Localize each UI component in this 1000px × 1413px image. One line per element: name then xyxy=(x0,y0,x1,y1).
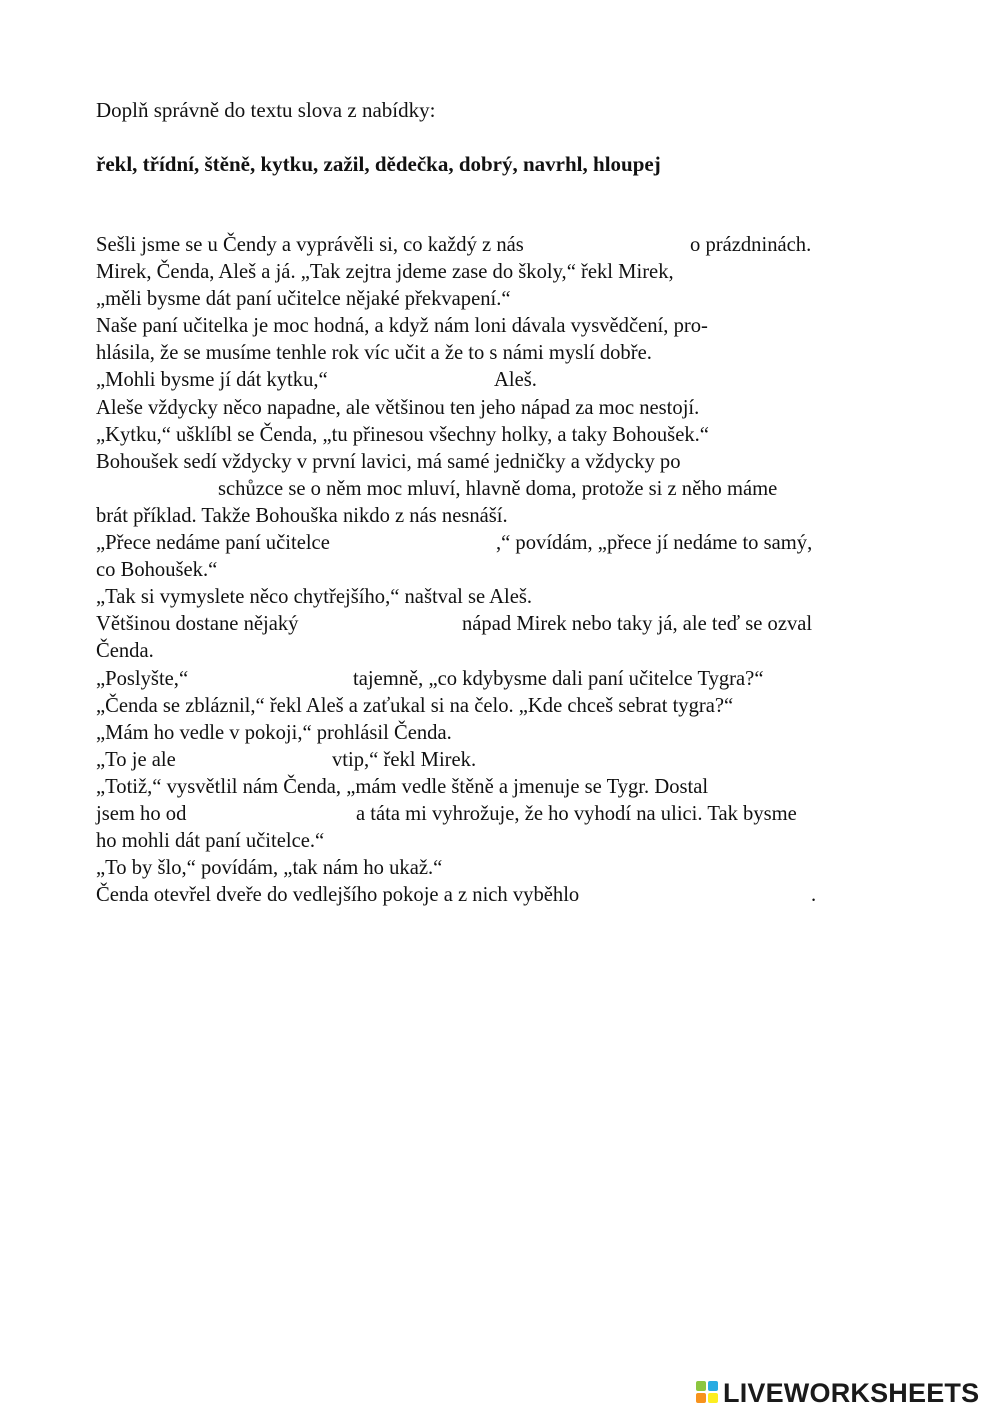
story-text-segment: jsem ho od xyxy=(96,802,187,825)
story-line xyxy=(96,557,876,584)
story-text-segment: schůzce se o něm moc mluví, hlavně doma, protože si z něho máme xyxy=(218,477,778,500)
story-text-segment: „To je ale xyxy=(96,748,176,771)
story-line xyxy=(96,774,876,801)
liveworksheets-logo-icon xyxy=(696,1381,720,1405)
story-line xyxy=(96,530,876,557)
answer-blank-8[interactable] xyxy=(202,804,356,828)
story-text-segment: Mirek, Čenda, Aleš a já. „Tak zejtra jdeme zase do školy,“ řekl Mirek, xyxy=(96,261,674,284)
story-text xyxy=(96,232,876,909)
story-line xyxy=(96,882,876,909)
instruction-text: Doplň správně do textu slova z nabídky: xyxy=(96,98,436,122)
story-line xyxy=(96,801,876,828)
story-line xyxy=(96,638,876,665)
story-line xyxy=(96,828,876,855)
story-text-segment: nápad Mirek nebo taky já, ale teď se ozval xyxy=(462,613,813,636)
story-line xyxy=(96,286,876,313)
answer-blank-3[interactable] xyxy=(96,479,218,503)
story-text-segment: „To by šlo,“ povídám, „tak nám ho ukaž.“ xyxy=(96,857,443,880)
answer-blank-4[interactable] xyxy=(368,533,498,557)
story-text-segment: Čenda. xyxy=(96,640,154,663)
story-text-segment: Čenda otevřel dveře do vedlejšího pokoje a z nich vyběhlo xyxy=(96,884,580,907)
story-line xyxy=(96,584,876,611)
story-line xyxy=(96,422,876,449)
story-line xyxy=(96,232,876,259)
story-line xyxy=(96,259,876,286)
story-text-segment: Většinou dostane nějaký xyxy=(96,613,299,636)
story-text-segment: vtip,“ řekl Mirek. xyxy=(332,748,477,771)
story-text-segment: „Tak si vymyslete něco chytřejšího,“ naštval se Aleš. xyxy=(96,586,533,609)
story-text-segment: . xyxy=(811,884,817,907)
story-text-segment: o prázdninách. xyxy=(690,234,812,256)
story-text-segment: Sešli jsme se u Čendy a vyprávěli si, co každý z nás xyxy=(96,234,524,256)
story-text-segment: tajemně, „co kdybysme dali paní učitelce Tygra?“ xyxy=(353,667,764,690)
story-line xyxy=(96,747,876,774)
story-line xyxy=(96,855,876,882)
liveworksheets-logo xyxy=(696,1378,979,1408)
story-line xyxy=(96,313,876,340)
story-line xyxy=(96,611,876,638)
answer-blank-2[interactable] xyxy=(362,370,494,394)
answer-blank-6[interactable] xyxy=(192,669,352,693)
story-line xyxy=(96,720,876,747)
story-line xyxy=(96,449,876,476)
story-line xyxy=(96,395,876,422)
story-text-segment: Naše paní učitelka je moc hodná, a když nám loni dávala vysvědčení, pro- xyxy=(96,315,708,338)
liveworksheets-brand-text: LIVEWORKSHEETS xyxy=(723,1378,980,1408)
story-line xyxy=(96,476,876,503)
story-text-segment: Aleš. xyxy=(494,369,537,392)
story-text-segment: hlásila, že se musíme tenhle rok víc učit a že to s námi myslí dobře. xyxy=(96,342,652,365)
story-text-segment: „Mám ho vedle v pokoji,“ prohlásil Čenda. xyxy=(96,721,452,744)
story-line xyxy=(96,693,876,720)
story-line xyxy=(96,367,876,394)
story-text-segment: „Přece nedáme paní učitelce xyxy=(96,532,330,555)
story-text-segment: Bohoušek sedí vždycky v první lavici, má samé jedničky a vždycky po xyxy=(96,450,681,473)
answer-blank-1[interactable] xyxy=(586,235,690,259)
story-line xyxy=(96,666,876,693)
story-text-segment: „Totiž,“ vysvětlil nám Čenda, „mám vedle štěně a jmenuje se Tygr. Dostal xyxy=(96,775,709,798)
story-text-segment: ho mohli dát paní učitelce.“ xyxy=(96,830,325,853)
story-text-segment: „Poslyšte,“ xyxy=(96,667,189,690)
story-line xyxy=(96,503,876,530)
story-text-segment: Aleše vždycky něco napadne, ale většinou ten jeho nápad za moc nestojí. xyxy=(96,396,700,419)
story-text-segment: „Kytku,“ ušklíbl se Čenda, „tu přinesou všechny holky, a taky Bohoušek.“ xyxy=(96,423,709,446)
story-text-segment: „Čenda se zbláznil,“ řekl Aleš a zaťukal si na čelo. „Kde chceš sebrat tygra?“ xyxy=(96,694,734,717)
story-text-segment: „měli bysme dát paní učitelce nějaké překvapení.“ xyxy=(96,288,511,311)
story-text-segment: brát příklad. Takže Bohouška nikdo z nás nesnáší. xyxy=(96,504,508,527)
answer-blank-7[interactable] xyxy=(192,750,332,774)
story-text-segment: „Mohli bysme jí dát kytku,“ xyxy=(96,369,328,392)
story-text-segment: a táta mi vyhrožuje, že ho vyhodí na ulici. Tak bysme xyxy=(356,802,797,825)
answer-blank-9[interactable] xyxy=(651,885,811,909)
word-bank: řekl, třídní, štěně, kytku, zažil, dědečka, dobrý, navrhl, hloupej xyxy=(96,152,661,176)
answer-blank-5[interactable] xyxy=(332,614,462,638)
story-text-segment: co Bohoušek.“ xyxy=(96,559,218,582)
story-text-segment: ,“ povídám, „přece jí nedáme to samý, xyxy=(496,532,813,555)
story-line xyxy=(96,340,876,367)
